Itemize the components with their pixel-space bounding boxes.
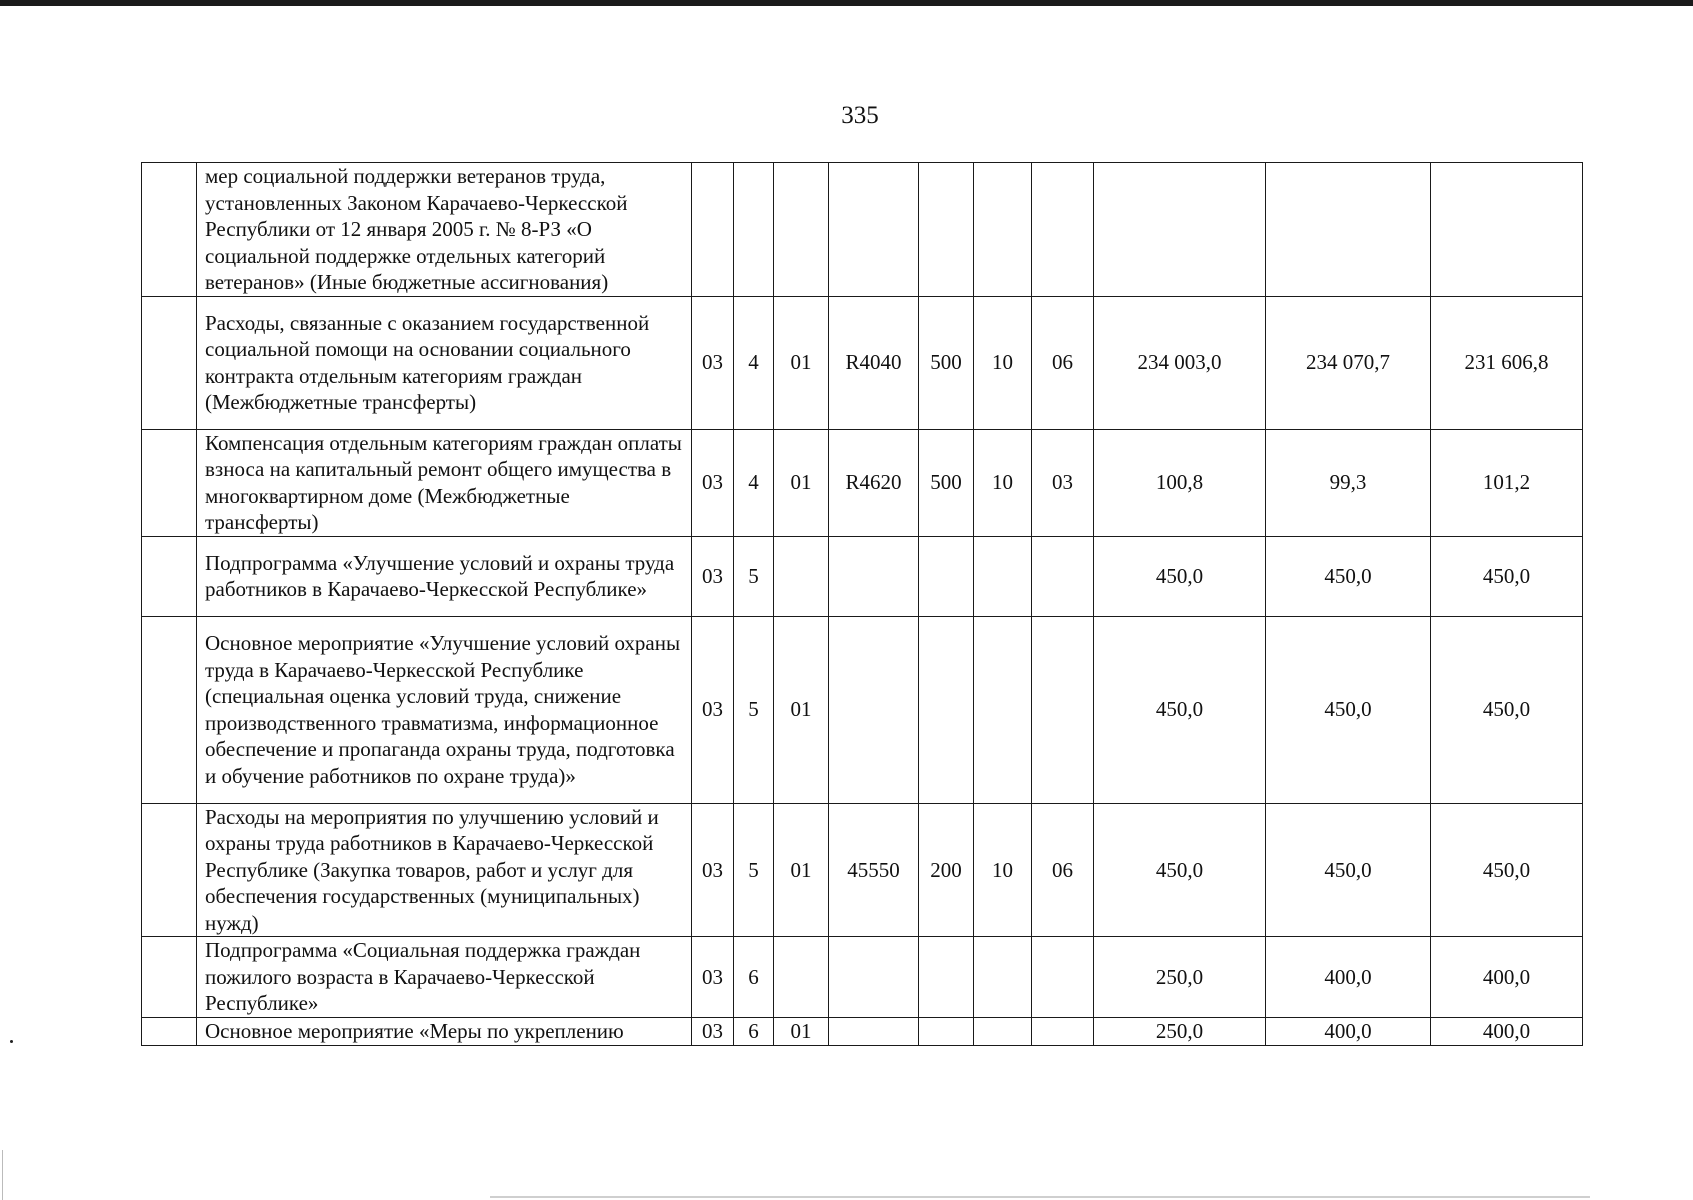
amount-year2-cell: 400,0 <box>1266 937 1431 1018</box>
direction-code-cell: R4040 <box>829 296 919 429</box>
direction-code-cell <box>829 1017 919 1045</box>
table-row <box>142 163 1583 297</box>
expense-type-cell <box>919 937 974 1018</box>
subprogram-code-cell: 4 <box>734 429 774 536</box>
direction-code-cell: 45550 <box>829 803 919 937</box>
event-code-cell: 01 <box>774 296 829 429</box>
description-cell: Расходы на мероприятия по улучшению условий и охраны труда работников в Карачаево-Черкесской Республике (Закупка товаров, работ и услуг для обеспечения государственных (муниципальных) нужд) <box>197 803 692 937</box>
amount-year1-cell: 450,0 <box>1094 616 1266 803</box>
expense-type-cell: 500 <box>919 429 974 536</box>
amount-year2-cell: 400,0 <box>1266 1017 1431 1045</box>
program-code-cell: 03 <box>692 429 734 536</box>
amount-year3-cell: 400,0 <box>1431 1017 1583 1045</box>
amount-year3-cell: 450,0 <box>1431 803 1583 937</box>
amount-year3-cell: 450,0 <box>1431 616 1583 803</box>
scan-speck <box>10 1040 13 1043</box>
expense-type-cell: 500 <box>919 296 974 429</box>
description-cell: Подпрограмма «Улучшение условий и охраны труда работников в Карачаево-Черкесской Республике» <box>197 536 692 616</box>
amount-year2-cell <box>1266 163 1431 297</box>
event-code-cell: 01 <box>774 616 829 803</box>
subprogram-code-cell: 6 <box>734 1017 774 1045</box>
row-number-cell <box>142 803 197 937</box>
amount-year3-cell <box>1431 163 1583 297</box>
program-code-cell: 03 <box>692 1017 734 1045</box>
program-code-cell: 03 <box>692 536 734 616</box>
subprogram-code-cell: 5 <box>734 616 774 803</box>
table-row <box>142 1017 1583 1045</box>
expense-type-cell <box>919 1017 974 1045</box>
table-row <box>142 296 1583 429</box>
expense-type-cell <box>919 616 974 803</box>
subprogram-code-cell: 4 <box>734 296 774 429</box>
subprogram-code-cell: 5 <box>734 536 774 616</box>
section-code-cell <box>974 1017 1032 1045</box>
amount-year2-cell: 450,0 <box>1266 536 1431 616</box>
row-number-cell <box>142 296 197 429</box>
subsection-code-cell <box>1032 937 1094 1018</box>
event-code-cell <box>774 937 829 1018</box>
row-number-cell <box>142 536 197 616</box>
direction-code-cell: R4620 <box>829 429 919 536</box>
section-code-cell <box>974 163 1032 297</box>
subsection-code-cell: 03 <box>1032 429 1094 536</box>
subsection-code-cell <box>1032 163 1094 297</box>
program-code-cell: 03 <box>692 803 734 937</box>
top-page-rule <box>0 0 1693 6</box>
amount-year2-cell: 450,0 <box>1266 616 1431 803</box>
amount-year3-cell: 101,2 <box>1431 429 1583 536</box>
subsection-code-cell <box>1032 536 1094 616</box>
direction-code-cell <box>829 937 919 1018</box>
amount-year2-cell: 99,3 <box>1266 429 1431 536</box>
program-code-cell: 03 <box>692 296 734 429</box>
section-code-cell: 10 <box>974 803 1032 937</box>
subsection-code-cell <box>1032 1017 1094 1045</box>
amount-year1-cell: 250,0 <box>1094 937 1266 1018</box>
amount-year3-cell: 450,0 <box>1431 536 1583 616</box>
direction-code-cell <box>829 536 919 616</box>
expense-type-cell <box>919 536 974 616</box>
amount-year3-cell: 231 606,8 <box>1431 296 1583 429</box>
section-code-cell <box>974 616 1032 803</box>
row-number-cell <box>142 163 197 297</box>
amount-year2-cell: 234 070,7 <box>1266 296 1431 429</box>
section-code-cell: 10 <box>974 429 1032 536</box>
table-row <box>142 937 1583 1018</box>
table-row <box>142 616 1583 803</box>
row-number-cell <box>142 937 197 1018</box>
description-cell: Расходы, связанные с оказанием государственной социальной помощи на основании социального контракта отдельным категориям граждан (Межбюджетные трансферты) <box>197 296 692 429</box>
section-code-cell: 10 <box>974 296 1032 429</box>
description-cell: Подпрограмма «Социальная поддержка граждан пожилого возраста в Карачаево-Черкесской Республике» <box>197 937 692 1018</box>
program-code-cell <box>692 163 734 297</box>
page-number: 335 <box>841 102 879 129</box>
subsection-code-cell: 06 <box>1032 803 1094 937</box>
bottom-scan-line <box>490 1196 1590 1198</box>
section-code-cell <box>974 937 1032 1018</box>
budget-table <box>141 162 1583 1046</box>
description-cell: Основное мероприятие «Улучшение условий охраны труда в Карачаево-Черкесской Республике (специальная оценка условий труда, снижение производственного травматизма, информационное обеспечение и пропаганда охраны труда, подготовка и обучение работников по охране труда)» <box>197 616 692 803</box>
program-code-cell: 03 <box>692 616 734 803</box>
row-number-cell <box>142 616 197 803</box>
description-cell: Компенсация отдельным категориям граждан оплаты взноса на капитальный ремонт общего имущества в многоквартирном доме (Межбюджетные трансферты) <box>197 429 692 536</box>
amount-year1-cell: 100,8 <box>1094 429 1266 536</box>
row-number-cell <box>142 1017 197 1045</box>
description-cell: мер социальной поддержки ветеранов труда, установленных Законом Карачаево-Черкесской Республики от 12 января 2005 г. № 8-РЗ «О социальной поддержке отдельных категорий ветеранов» (Иные бюджетные ассигнования) <box>197 163 692 297</box>
direction-code-cell <box>829 616 919 803</box>
amount-year2-cell: 450,0 <box>1266 803 1431 937</box>
event-code-cell <box>774 163 829 297</box>
event-code-cell: 01 <box>774 803 829 937</box>
section-code-cell <box>974 536 1032 616</box>
description-cell: Основное мероприятие «Меры по укреплению <box>197 1017 692 1045</box>
event-code-cell <box>774 536 829 616</box>
amount-year1-cell: 450,0 <box>1094 536 1266 616</box>
table-row <box>142 803 1583 937</box>
amount-year3-cell: 400,0 <box>1431 937 1583 1018</box>
event-code-cell: 01 <box>774 429 829 536</box>
subsection-code-cell <box>1032 616 1094 803</box>
direction-code-cell <box>829 163 919 297</box>
row-number-cell <box>142 429 197 536</box>
expense-type-cell <box>919 163 974 297</box>
subprogram-code-cell <box>734 163 774 297</box>
amount-year1-cell <box>1094 163 1266 297</box>
table-row <box>142 536 1583 616</box>
amount-year1-cell: 250,0 <box>1094 1017 1266 1045</box>
amount-year1-cell: 450,0 <box>1094 803 1266 937</box>
amount-year1-cell: 234 003,0 <box>1094 296 1266 429</box>
subprogram-code-cell: 6 <box>734 937 774 1018</box>
subsection-code-cell: 06 <box>1032 296 1094 429</box>
program-code-cell: 03 <box>692 937 734 1018</box>
event-code-cell: 01 <box>774 1017 829 1045</box>
table-row <box>142 429 1583 536</box>
expense-type-cell: 200 <box>919 803 974 937</box>
subprogram-code-cell: 5 <box>734 803 774 937</box>
scan-edge-mark <box>2 1150 3 1200</box>
